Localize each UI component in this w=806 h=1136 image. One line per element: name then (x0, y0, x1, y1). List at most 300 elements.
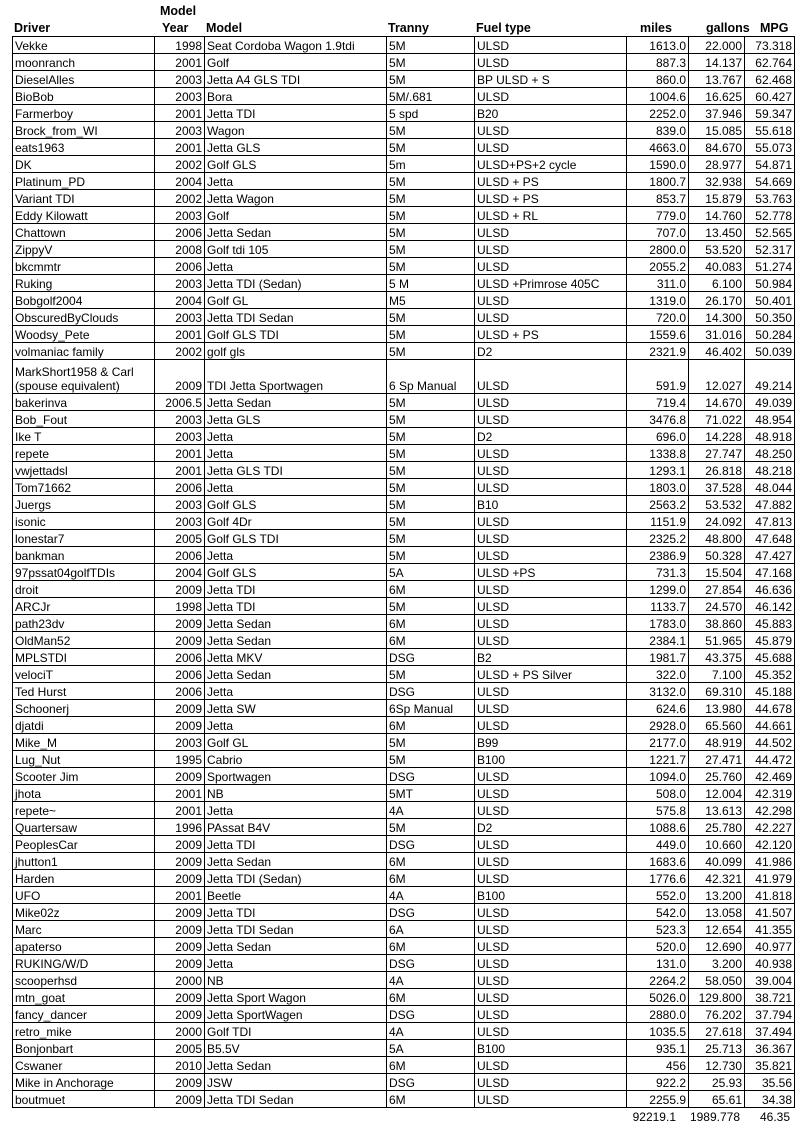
cell-mpg: 35.821 (745, 1057, 795, 1074)
cell-fuel: ULSD (475, 853, 627, 870)
cell-fuel: B10 (475, 496, 627, 513)
cell-tranny: 6M (387, 717, 475, 734)
cell-model: Jetta Sedan (205, 224, 387, 241)
cell-model: TDI Jetta Sportwagen (205, 360, 387, 394)
cell-gallons: 25.93 (689, 1074, 745, 1091)
cell-driver: MPLSTDI (13, 649, 155, 666)
cell-fuel: ULSD + RL (475, 207, 627, 224)
cell-fuel: ULSD (475, 37, 627, 54)
cell-tranny: 5A (387, 564, 475, 581)
table-row (13, 802, 795, 819)
cell-driver: Platinum_PD (13, 173, 155, 190)
cell-mpg: 37.494 (745, 1023, 795, 1040)
table-row (13, 309, 795, 326)
cell-year: 2005 (155, 530, 205, 547)
cell-mpg: 42.319 (745, 785, 795, 802)
cell-fuel: ULSD (475, 802, 627, 819)
cell-mpg: 60.427 (745, 88, 795, 105)
cell-model: Jetta (205, 683, 387, 700)
table-row (13, 258, 795, 275)
cell-driver: Ruking (13, 275, 155, 292)
cell-fuel: ULSD (475, 785, 627, 802)
cell-miles: 2325.2 (627, 530, 689, 547)
cell-year: 2009 (155, 1074, 205, 1091)
cell-gallons: 3.200 (689, 955, 745, 972)
cell-miles: 2880.0 (627, 1006, 689, 1023)
cell-model: Jetta TDI (205, 598, 387, 615)
cell-model: Jetta (205, 479, 387, 496)
cell-tranny: 6M (387, 615, 475, 632)
cell-mpg: 47.427 (745, 547, 795, 564)
cell-mpg: 40.938 (745, 955, 795, 972)
cell-model: Jetta GLS (205, 411, 387, 428)
cell-tranny: 5M (387, 71, 475, 88)
cell-mpg: 41.507 (745, 904, 795, 921)
cell-driver: Harden (13, 870, 155, 887)
cell-gallons: 38.860 (689, 615, 745, 632)
cell-model: Golf (205, 207, 387, 224)
table-row (13, 292, 795, 309)
cell-mpg: 47.882 (745, 496, 795, 513)
cell-miles: 523.3 (627, 921, 689, 938)
table-row (13, 122, 795, 139)
cell-mpg: 47.168 (745, 564, 795, 581)
cell-miles: 1088.6 (627, 819, 689, 836)
cell-mpg: 42.227 (745, 819, 795, 836)
cell-tranny: 6M (387, 1057, 475, 1074)
cell-gallons: 69.310 (689, 683, 745, 700)
cell-tranny: 4A (387, 972, 475, 989)
cell-miles: 2563.2 (627, 496, 689, 513)
cell-gallons: 24.092 (689, 513, 745, 530)
cell-fuel: ULSD (475, 258, 627, 275)
table-row (13, 139, 795, 156)
cell-driver: boutmuet (13, 1091, 155, 1108)
cell-model: Jetta TDI (205, 904, 387, 921)
header-fuel-type: Fuel type (476, 21, 531, 35)
cell-miles: 311.0 (627, 275, 689, 292)
cell-miles: 1299.0 (627, 581, 689, 598)
cell-fuel: ULSD (475, 989, 627, 1006)
cell-miles: 449.0 (627, 836, 689, 853)
cell-driver: Chattown (13, 224, 155, 241)
cell-tranny: 5M (387, 428, 475, 445)
cell-miles: 520.0 (627, 938, 689, 955)
cell-driver: ObscuredByClouds (13, 309, 155, 326)
cell-year: 2004 (155, 564, 205, 581)
cell-mpg: 45.883 (745, 615, 795, 632)
cell-year: 2001 (155, 802, 205, 819)
cell-gallons: 48.919 (689, 734, 745, 751)
table-row (13, 819, 795, 836)
cell-miles: 575.8 (627, 802, 689, 819)
cell-year: 2000 (155, 972, 205, 989)
cell-miles: 508.0 (627, 785, 689, 802)
cell-year: 2009 (155, 700, 205, 717)
cell-fuel: ULSD (475, 1057, 627, 1074)
cell-driver: UFO (13, 887, 155, 904)
cell-tranny: 5M (387, 479, 475, 496)
cell-driver: Woodsy_Pete (13, 326, 155, 343)
data-table-body (13, 37, 795, 1108)
cell-tranny: 5M (387, 547, 475, 564)
cell-driver: Bonjonbart (13, 1040, 155, 1057)
cell-model: Jetta (205, 955, 387, 972)
cell-year: 2009 (155, 870, 205, 887)
table-row (13, 224, 795, 241)
cell-miles: 887.3 (627, 54, 689, 71)
cell-year: 2009 (155, 853, 205, 870)
table-row (13, 156, 795, 173)
cell-driver: bkcmmtr (13, 258, 155, 275)
cell-fuel: D2 (475, 819, 627, 836)
cell-model: Jetta (205, 547, 387, 564)
cell-fuel: D2 (475, 343, 627, 360)
cell-driver: OldMan52 (13, 632, 155, 649)
cell-fuel: ULSD (475, 445, 627, 462)
cell-miles: 860.0 (627, 71, 689, 88)
cell-model: golf gls (205, 343, 387, 360)
cell-tranny: 5M (387, 139, 475, 156)
cell-year: 1995 (155, 751, 205, 768)
cell-tranny: 5M (387, 224, 475, 241)
cell-year: 2009 (155, 581, 205, 598)
cell-tranny: 5M (387, 734, 475, 751)
cell-fuel: ULSD (475, 717, 627, 734)
cell-tranny: 4A (387, 1023, 475, 1040)
cell-mpg: 44.472 (745, 751, 795, 768)
cell-year: 2001 (155, 139, 205, 156)
cell-miles: 2384.1 (627, 632, 689, 649)
cell-year: 2003 (155, 88, 205, 105)
cell-miles: 4663.0 (627, 139, 689, 156)
cell-mpg: 37.794 (745, 1006, 795, 1023)
cell-model: Golf GL (205, 292, 387, 309)
cell-year: 1998 (155, 598, 205, 615)
cell-fuel: ULSD (475, 394, 627, 411)
cell-tranny: 6A (387, 921, 475, 938)
table-row (13, 326, 795, 343)
cell-fuel: ULSD (475, 921, 627, 938)
cell-mpg: 41.355 (745, 921, 795, 938)
cell-year: 2001 (155, 445, 205, 462)
cell-driver: bakerinva (13, 394, 155, 411)
cell-mpg: 34.38 (745, 1091, 795, 1108)
cell-model: Golf GLS (205, 564, 387, 581)
table-row (13, 870, 795, 887)
cell-fuel: ULSD (475, 1023, 627, 1040)
cell-fuel: ULSD (475, 683, 627, 700)
cell-year: 2006 (155, 224, 205, 241)
cell-tranny: 6Sp Manual (387, 700, 475, 717)
cell-year: 2003 (155, 411, 205, 428)
cell-mpg: 62.468 (745, 71, 795, 88)
cell-mpg: 50.984 (745, 275, 795, 292)
cell-gallons: 13.200 (689, 887, 745, 904)
cell-year: 2001 (155, 54, 205, 71)
cell-fuel: ULSD (475, 530, 627, 547)
cell-tranny: 6M (387, 853, 475, 870)
cell-driver: Tom71662 (13, 479, 155, 496)
cell-year: 2003 (155, 309, 205, 326)
cell-tranny: 6M (387, 581, 475, 598)
cell-gallons: 24.570 (689, 598, 745, 615)
cell-fuel: ULSD (475, 54, 627, 71)
cell-tranny: 5M (387, 598, 475, 615)
cell-gallons: 25.713 (689, 1040, 745, 1057)
table-row (13, 989, 795, 1006)
table-row (13, 836, 795, 853)
cell-mpg: 50.284 (745, 326, 795, 343)
cell-year: 2006 (155, 683, 205, 700)
table-row (13, 632, 795, 649)
cell-fuel: ULSD (475, 904, 627, 921)
cell-year: 2001 (155, 105, 205, 122)
cell-fuel: ULSD (475, 700, 627, 717)
cell-year: 2004 (155, 292, 205, 309)
cell-driver: Ike T (13, 428, 155, 445)
table-row (13, 955, 795, 972)
cell-driver: jhutton1 (13, 853, 155, 870)
cell-gallons: 50.328 (689, 547, 745, 564)
cell-year: 2003 (155, 122, 205, 139)
cell-gallons: 43.375 (689, 649, 745, 666)
cell-year: 2009 (155, 904, 205, 921)
table-row (13, 445, 795, 462)
cell-mpg: 50.350 (745, 309, 795, 326)
cell-gallons: 13.058 (689, 904, 745, 921)
table-row (13, 1057, 795, 1074)
cell-miles: 552.0 (627, 887, 689, 904)
table-row (13, 88, 795, 105)
cell-fuel: D2 (475, 428, 627, 445)
cell-model: Jetta (205, 802, 387, 819)
cell-mpg: 41.818 (745, 887, 795, 904)
table-row (13, 904, 795, 921)
cell-fuel: ULSD + PS (475, 326, 627, 343)
cell-gallons: 27.471 (689, 751, 745, 768)
cell-model: NB (205, 785, 387, 802)
cell-mpg: 52.317 (745, 241, 795, 258)
cell-model: Jetta TDI (205, 836, 387, 853)
cell-driver: jhota (13, 785, 155, 802)
cell-gallons: 14.137 (689, 54, 745, 71)
cell-model: Jetta Sedan (205, 853, 387, 870)
cell-gallons: 14.760 (689, 207, 745, 224)
cell-driver: Mike02z (13, 904, 155, 921)
cell-tranny: 5M (387, 394, 475, 411)
cell-mpg: 55.618 (745, 122, 795, 139)
cell-year: 2009 (155, 768, 205, 785)
cell-driver: retro_mike (13, 1023, 155, 1040)
cell-mpg: 47.648 (745, 530, 795, 547)
cell-gallons: 37.946 (689, 105, 745, 122)
cell-fuel: ULSD (475, 1074, 627, 1091)
cell-gallons: 15.504 (689, 564, 745, 581)
cell-fuel: ULSD (475, 241, 627, 258)
cell-miles: 1094.0 (627, 768, 689, 785)
cell-gallons: 10.660 (689, 836, 745, 853)
cell-miles: 1004.6 (627, 88, 689, 105)
cell-miles: 719.4 (627, 394, 689, 411)
cell-driver: Brock_from_WI (13, 122, 155, 139)
cell-year: 2001 (155, 462, 205, 479)
cell-driver: repete~ (13, 802, 155, 819)
cell-miles: 131.0 (627, 955, 689, 972)
table-row (13, 513, 795, 530)
cell-miles: 1683.6 (627, 853, 689, 870)
cell-model: Jetta (205, 258, 387, 275)
cell-gallons: 13.767 (689, 71, 745, 88)
cell-year: 2002 (155, 156, 205, 173)
cell-year: 2009 (155, 615, 205, 632)
cell-miles: 2386.9 (627, 547, 689, 564)
cell-mpg: 55.073 (745, 139, 795, 156)
cell-driver: ARCJr (13, 598, 155, 615)
table-row (13, 717, 795, 734)
cell-fuel: ULSD (475, 88, 627, 105)
cell-driver: Juergs (13, 496, 155, 513)
cell-miles: 591.9 (627, 360, 689, 394)
cell-tranny: 5M (387, 122, 475, 139)
table-row (13, 1006, 795, 1023)
cell-year: 2006 (155, 666, 205, 683)
cell-model: Jetta Sport Wagon (205, 989, 387, 1006)
cell-model: Jetta TDI Sedan (205, 1091, 387, 1108)
table-row (13, 1040, 795, 1057)
cell-gallons: 42.321 (689, 870, 745, 887)
table-row (13, 768, 795, 785)
cell-miles: 2264.2 (627, 972, 689, 989)
cell-year: 2009 (155, 921, 205, 938)
cell-fuel: ULSD (475, 955, 627, 972)
cell-miles: 1590.0 (627, 156, 689, 173)
table-row (13, 921, 795, 938)
cell-fuel: ULSD (475, 360, 627, 394)
cell-driver: DK (13, 156, 155, 173)
cell-miles: 1319.0 (627, 292, 689, 309)
table-row (13, 173, 795, 190)
cell-mpg: 48.218 (745, 462, 795, 479)
cell-fuel: ULSD (475, 615, 627, 632)
cell-tranny: 6 Sp Manual (387, 360, 475, 394)
cell-gallons: 14.300 (689, 309, 745, 326)
cell-driver: Variant TDI (13, 190, 155, 207)
cell-tranny: 5A (387, 1040, 475, 1057)
cell-mpg: 45.688 (745, 649, 795, 666)
cell-model: Jetta Sedan (205, 394, 387, 411)
cell-driver: scooperhsd (13, 972, 155, 989)
cell-miles: 779.0 (627, 207, 689, 224)
cell-mpg: 42.298 (745, 802, 795, 819)
cell-fuel: ULSD (475, 972, 627, 989)
cell-gallons: 28.977 (689, 156, 745, 173)
cell-model: PAssat B4V (205, 819, 387, 836)
cell-miles: 839.0 (627, 122, 689, 139)
cell-model: Jetta (205, 445, 387, 462)
cell-fuel: ULSD + PS (475, 190, 627, 207)
table-row (13, 394, 795, 411)
table-row (13, 547, 795, 564)
cell-model: Sportwagen (205, 768, 387, 785)
cell-fuel: ULSD (475, 513, 627, 530)
cell-model: Jetta MKV (205, 649, 387, 666)
cell-model: Jetta TDI Sedan (205, 921, 387, 938)
cell-miles: 1151.9 (627, 513, 689, 530)
cell-mpg: 46.142 (745, 598, 795, 615)
cell-model: Jetta TDI (Sedan) (205, 275, 387, 292)
cell-driver: Cswaner (13, 1057, 155, 1074)
cell-tranny: DSG (387, 683, 475, 700)
cell-gallons: 14.228 (689, 428, 745, 445)
cell-model: Jetta (205, 173, 387, 190)
cell-miles: 1613.0 (627, 37, 689, 54)
cell-model: Wagon (205, 122, 387, 139)
cell-tranny: DSG (387, 955, 475, 972)
cell-year: 2009 (155, 360, 205, 394)
cell-mpg: 44.678 (745, 700, 795, 717)
cell-tranny: 5M (387, 530, 475, 547)
cell-year: 2006.5 (155, 394, 205, 411)
cell-driver: isonic (13, 513, 155, 530)
cell-miles: 5026.0 (627, 989, 689, 1006)
table-row (13, 598, 795, 615)
cell-tranny: DSG (387, 1074, 475, 1091)
cell-mpg: 44.502 (745, 734, 795, 751)
cell-fuel: ULSD +Primrose 405C (475, 275, 627, 292)
table-row (13, 411, 795, 428)
cell-miles: 456 (627, 1057, 689, 1074)
cell-mpg: 54.871 (745, 156, 795, 173)
cell-model: Beetle (205, 887, 387, 904)
cell-tranny: 5M (387, 343, 475, 360)
cell-gallons: 7.100 (689, 666, 745, 683)
table-row (13, 1091, 795, 1108)
table-row (13, 190, 795, 207)
cell-miles: 2255.9 (627, 1091, 689, 1108)
cell-tranny: 5M (387, 258, 475, 275)
cell-tranny: 5M (387, 462, 475, 479)
cell-tranny: M5 (387, 292, 475, 309)
cell-fuel: ULSD+PS+2 cycle (475, 156, 627, 173)
cell-model: Jetta Sedan (205, 615, 387, 632)
cell-year: 2001 (155, 785, 205, 802)
cell-year: 2000 (155, 1023, 205, 1040)
cell-gallons: 129.800 (689, 989, 745, 1006)
cell-driver: Mike_M (13, 734, 155, 751)
cell-tranny: DSG (387, 1006, 475, 1023)
cell-year: 2006 (155, 479, 205, 496)
table-row (13, 207, 795, 224)
cell-gallons: 84.670 (689, 139, 745, 156)
cell-mpg: 49.214 (745, 360, 795, 394)
cell-mpg: 47.813 (745, 513, 795, 530)
cell-miles: 322.0 (627, 666, 689, 683)
cell-gallons: 31.016 (689, 326, 745, 343)
cell-year: 2005 (155, 1040, 205, 1057)
cell-year: 2003 (155, 275, 205, 292)
cell-driver: droit (13, 581, 155, 598)
cell-model: Cabrio (205, 751, 387, 768)
cell-mpg: 42.469 (745, 768, 795, 785)
cell-gallons: 48.800 (689, 530, 745, 547)
cell-gallons: 71.022 (689, 411, 745, 428)
cell-model: Jetta Sedan (205, 938, 387, 955)
cell-fuel: ULSD + PS (475, 173, 627, 190)
cell-fuel: ULSD (475, 479, 627, 496)
table-row (13, 564, 795, 581)
total-miles: 92219.1 (632, 1110, 676, 1124)
